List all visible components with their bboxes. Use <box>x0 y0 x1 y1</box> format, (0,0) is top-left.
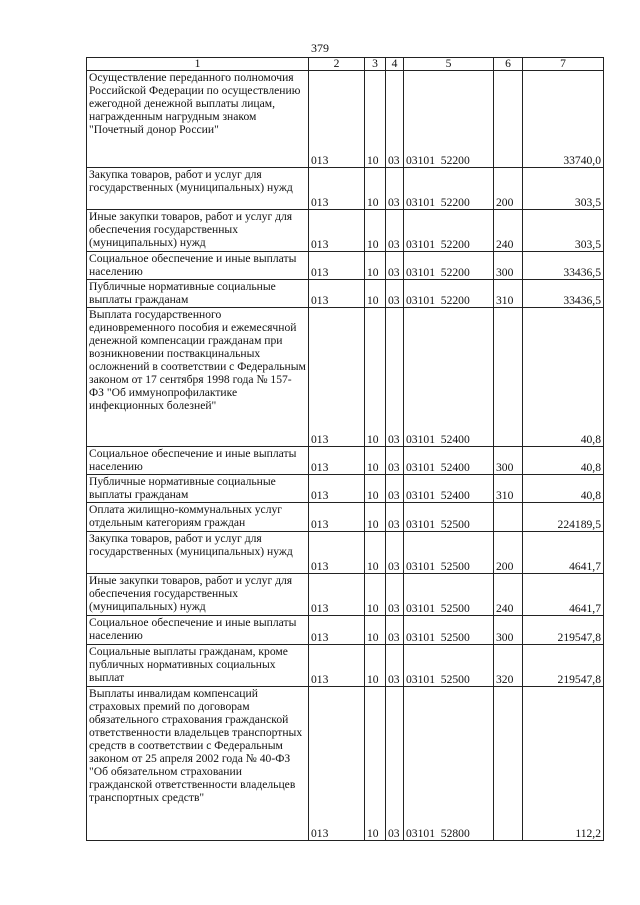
section-code-cell: 10 <box>365 210 386 252</box>
subsection-code-cell: 03 <box>386 532 404 574</box>
subsection-code-cell: 03 <box>386 280 404 308</box>
row-name-cell: Публичные нормативные социальные выплаты гражданам <box>87 280 309 308</box>
target-article-code-cell: 03101 52800 <box>404 687 494 841</box>
amount-cell: 4641,7 <box>523 574 604 616</box>
table-row <box>87 168 604 210</box>
grbs-code-cell: 013 <box>309 475 365 503</box>
amount-cell: 40,8 <box>523 475 604 503</box>
section-code-cell: 10 <box>365 308 386 447</box>
grbs-code-cell: 013 <box>309 503 365 532</box>
amount-cell: 40,8 <box>523 308 604 447</box>
table-row <box>87 210 604 252</box>
target-article-code-cell: 03101 52400 <box>404 308 494 447</box>
section-code-cell: 10 <box>365 252 386 280</box>
row-name-cell: Закупка товаров, работ и услуг для государственных (муниципальных) нужд <box>87 532 309 574</box>
expense-type-code-cell: 320 <box>494 645 523 687</box>
section-code-cell: 10 <box>365 168 386 210</box>
subsection-code-cell: 03 <box>386 308 404 447</box>
section-code-cell: 10 <box>365 447 386 475</box>
expense-type-code-cell: 310 <box>494 280 523 308</box>
amount-cell: 112,2 <box>523 687 604 841</box>
amount-cell: 219547,8 <box>523 616 604 645</box>
column-header: 6 <box>494 58 523 71</box>
row-name-cell: Социальные выплаты гражданам, кроме публичных нормативных социальных выплат <box>87 645 309 687</box>
table-body <box>87 71 604 841</box>
table-row <box>87 71 604 168</box>
section-code-cell: 10 <box>365 574 386 616</box>
table-row <box>87 308 604 447</box>
grbs-code-cell: 013 <box>309 252 365 280</box>
amount-cell: 303,5 <box>523 210 604 252</box>
grbs-code-cell: 013 <box>309 168 365 210</box>
expense-type-code-cell: 240 <box>494 574 523 616</box>
page-number: 379 <box>311 41 329 55</box>
table-row <box>87 616 604 645</box>
grbs-code-cell: 013 <box>309 71 365 168</box>
target-article-code-cell: 03101 52200 <box>404 252 494 280</box>
grbs-code-cell: 013 <box>309 280 365 308</box>
expense-type-code-cell: 240 <box>494 210 523 252</box>
row-name-cell: Иные закупки товаров, работ и услуг для обеспечения государственных (муниципальных) нужд <box>87 210 309 252</box>
grbs-code-cell: 013 <box>309 616 365 645</box>
section-code-cell: 10 <box>365 687 386 841</box>
row-name-cell: Закупка товаров, работ и услуг для государственных (муниципальных) нужд <box>87 168 309 210</box>
target-article-code-cell: 03101 52500 <box>404 532 494 574</box>
row-name-cell: Иные закупки товаров, работ и услуг для обеспечения государственных (муниципальных) нужд <box>87 574 309 616</box>
row-name-cell: Оплата жилищно-коммунальных услуг отдельным категориям граждан <box>87 503 309 532</box>
amount-cell: 224189,5 <box>523 503 604 532</box>
section-code-cell: 10 <box>365 532 386 574</box>
grbs-code-cell: 013 <box>309 532 365 574</box>
table-row <box>87 280 604 308</box>
budget-table <box>86 57 604 841</box>
subsection-code-cell: 03 <box>386 475 404 503</box>
section-code-cell: 10 <box>365 616 386 645</box>
expense-type-code-cell <box>494 308 523 447</box>
expense-type-code-cell: 310 <box>494 475 523 503</box>
grbs-code-cell: 013 <box>309 574 365 616</box>
target-article-code-cell: 03101 52200 <box>404 280 494 308</box>
amount-cell: 4641,7 <box>523 532 604 574</box>
amount-cell: 33436,5 <box>523 252 604 280</box>
target-article-code-cell: 03101 52500 <box>404 503 494 532</box>
section-code-cell: 10 <box>365 71 386 168</box>
amount-cell: 33436,5 <box>523 280 604 308</box>
subsection-code-cell: 03 <box>386 71 404 168</box>
target-article-code-cell: 03101 52200 <box>404 168 494 210</box>
column-header: 4 <box>386 58 404 71</box>
row-name-cell: Выплаты инвалидам компенсаций страховых премий по договорам обязательного страхования гражданской ответственности владельцев транспортных средств в соответствии с Федеральным законом от 25 апреля 2002 года № 40-ФЗ "Об обязательном страховании гражданской ответственности владельцев транспортных средств" <box>87 687 309 841</box>
target-article-code-cell: 03101 52500 <box>404 616 494 645</box>
amount-cell: 303,5 <box>523 168 604 210</box>
table-row <box>87 687 604 841</box>
subsection-code-cell: 03 <box>386 447 404 475</box>
column-header: 1 <box>87 58 309 71</box>
table-row <box>87 503 604 532</box>
subsection-code-cell: 03 <box>386 503 404 532</box>
section-code-cell: 10 <box>365 645 386 687</box>
section-code-cell: 10 <box>365 280 386 308</box>
subsection-code-cell: 03 <box>386 574 404 616</box>
table-row <box>87 475 604 503</box>
column-header: 7 <box>523 58 604 71</box>
grbs-code-cell: 013 <box>309 210 365 252</box>
column-header: 2 <box>309 58 365 71</box>
expense-type-code-cell: 300 <box>494 447 523 475</box>
subsection-code-cell: 03 <box>386 645 404 687</box>
table-row <box>87 252 604 280</box>
grbs-code-cell: 013 <box>309 308 365 447</box>
table-row <box>87 645 604 687</box>
row-name-cell: Публичные нормативные социальные выплаты гражданам <box>87 475 309 503</box>
subsection-code-cell: 03 <box>386 616 404 645</box>
expense-type-code-cell: 200 <box>494 532 523 574</box>
amount-cell: 33740,0 <box>523 71 604 168</box>
subsection-code-cell: 03 <box>386 252 404 280</box>
amount-cell: 40,8 <box>523 447 604 475</box>
subsection-code-cell: 03 <box>386 210 404 252</box>
target-article-code-cell: 03101 52400 <box>404 447 494 475</box>
grbs-code-cell: 013 <box>309 645 365 687</box>
table-header-row <box>87 58 604 71</box>
row-name-cell: Осуществление переданного полномочия Российской Федерации по осуществлению ежегодной денежной выплаты лицам, награжденным нагрудным знаком "Почетный донор России" <box>87 71 309 168</box>
table-row <box>87 532 604 574</box>
expense-type-code-cell: 200 <box>494 168 523 210</box>
section-code-cell: 10 <box>365 503 386 532</box>
expense-type-code-cell: 300 <box>494 616 523 645</box>
subsection-code-cell: 03 <box>386 687 404 841</box>
column-header: 3 <box>365 58 386 71</box>
table-row <box>87 574 604 616</box>
expense-type-code-cell <box>494 687 523 841</box>
target-article-code-cell: 03101 52500 <box>404 574 494 616</box>
target-article-code-cell: 03101 52400 <box>404 475 494 503</box>
target-article-code-cell: 03101 52500 <box>404 645 494 687</box>
column-header: 5 <box>404 58 494 71</box>
row-name-cell: Социальное обеспечение и иные выплаты населению <box>87 252 309 280</box>
grbs-code-cell: 013 <box>309 447 365 475</box>
expense-type-code-cell <box>494 503 523 532</box>
row-name-cell: Социальное обеспечение и иные выплаты населению <box>87 616 309 645</box>
section-code-cell: 10 <box>365 475 386 503</box>
subsection-code-cell: 03 <box>386 168 404 210</box>
expense-type-code-cell <box>494 71 523 168</box>
target-article-code-cell: 03101 52200 <box>404 71 494 168</box>
row-name-cell: Социальное обеспечение и иные выплаты населению <box>87 447 309 475</box>
grbs-code-cell: 013 <box>309 687 365 841</box>
amount-cell: 219547,8 <box>523 645 604 687</box>
row-name-cell: Выплата государственного единовременного пособия и ежемесячной денежной компенсации гражданам при возникновении поствакцинальных осложнений в соответствии с Федеральным законом от 17 сентября 1998 года № 157-ФЗ "Об иммунопрофилактике инфекционных болезней" <box>87 308 309 447</box>
expense-type-code-cell: 300 <box>494 252 523 280</box>
target-article-code-cell: 03101 52200 <box>404 210 494 252</box>
table-row <box>87 447 604 475</box>
